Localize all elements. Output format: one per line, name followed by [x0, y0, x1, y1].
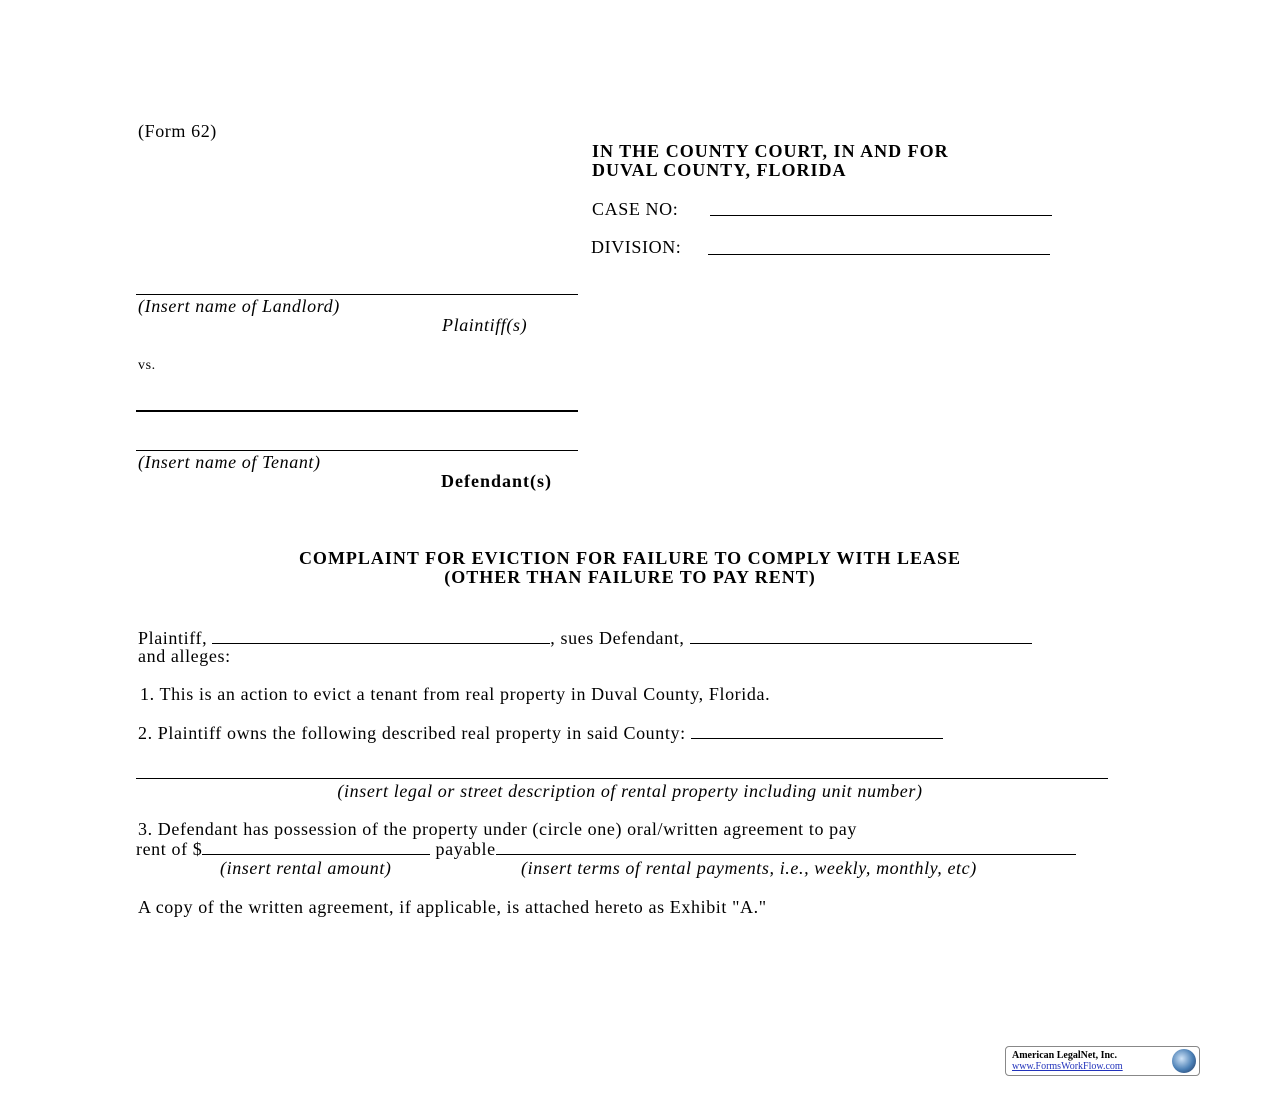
case-no-field[interactable]	[710, 215, 1052, 216]
rent-amount-field[interactable]	[202, 838, 430, 855]
document-title-line1: COMPLAINT FOR EVICTION FOR FAILURE TO COMPLY WITH LEASE	[298, 548, 962, 568]
globe-icon	[1172, 1049, 1196, 1073]
division-label: DIVISION:	[591, 237, 682, 257]
rent-label: rent of $	[136, 839, 203, 859]
paragraph-1: 1. This is an action to evict a tenant from real property in Duval County, Florida.	[140, 684, 771, 704]
intro-alleges: and alleges:	[138, 646, 231, 666]
vs-label: vs.	[138, 358, 156, 373]
form-number: (Form 62)	[138, 121, 217, 141]
division-field[interactable]	[708, 254, 1050, 255]
paragraph-3: 3. Defendant has possession of the property under (circle one) oral/written agreement to pay	[138, 819, 857, 839]
case-no-label: CASE NO:	[592, 199, 679, 219]
payment-terms-field[interactable]	[496, 838, 1076, 855]
tenant-name-field[interactable]	[136, 450, 578, 451]
separator-line	[136, 410, 578, 412]
american-legalnet-logo[interactable]	[1005, 1046, 1200, 1076]
intro-sues-defendant: , sues Defendant,	[550, 628, 685, 648]
intro-plaintiff: Plaintiff,	[138, 628, 208, 648]
payable-label: payable	[435, 839, 496, 859]
plaintiff-name-field[interactable]	[212, 627, 550, 644]
document-title-line2: (OTHER THAN FAILURE TO PAY RENT)	[444, 567, 816, 587]
logo-url-link[interactable]: www.FormsWorkFlow.com	[1012, 1061, 1123, 1072]
landlord-caption: (Insert name of Landlord)	[138, 296, 340, 316]
property-description-line2[interactable]	[136, 778, 1108, 779]
property-caption: (insert legal or street description of rental property including unit number)	[337, 781, 923, 801]
property-description-field[interactable]	[691, 722, 943, 739]
landlord-name-field[interactable]	[136, 294, 578, 295]
payment-terms-caption: (insert terms of rental payments, i.e., weekly, monthly, etc)	[521, 858, 977, 878]
plaintiff-label: Plaintiff(s)	[442, 315, 528, 335]
paragraph-4: A copy of the written agreement, if applicable, is attached hereto as Exhibit "A."	[138, 897, 767, 917]
defendant-name-field[interactable]	[690, 627, 1032, 644]
rent-amount-caption: (insert rental amount)	[220, 858, 392, 878]
defendant-label: Defendant(s)	[441, 471, 552, 491]
tenant-caption: (Insert name of Tenant)	[138, 452, 321, 472]
court-heading-line1: IN THE COUNTY COURT, IN AND FOR	[592, 141, 949, 161]
court-heading-line2: DUVAL COUNTY, FLORIDA	[592, 160, 847, 180]
logo-company-name: American LegalNet, Inc.	[1012, 1050, 1117, 1061]
paragraph-2: 2. Plaintiff owns the following described real property in said County:	[138, 723, 686, 743]
